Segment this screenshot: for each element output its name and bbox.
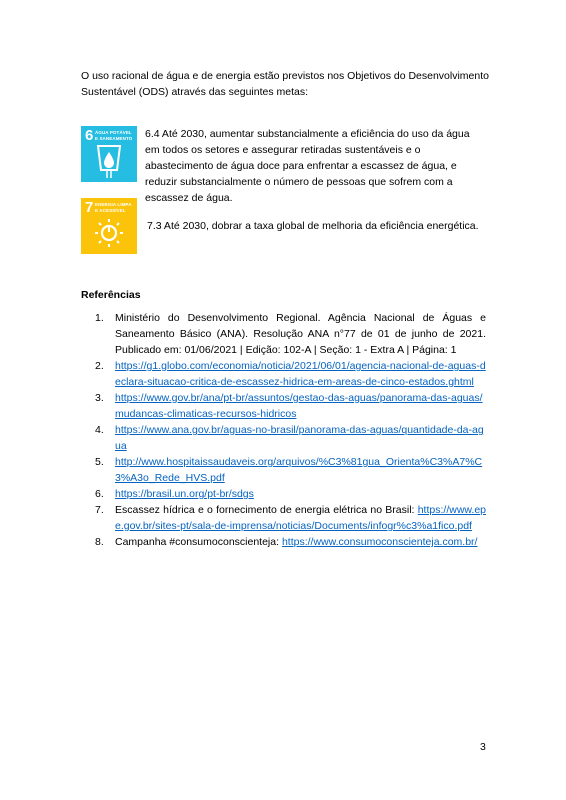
reference-link[interactable]: https://www.consumoconscienteja.com.br/ bbox=[281, 536, 478, 548]
list-item: 8. Campanha #consumoconscienteja: https://www.consumoconscienteja.com.br/ bbox=[95, 536, 478, 548]
page-number: 3 bbox=[480, 741, 486, 753]
list-item: 3. https://www.gov.br/ana/pt-br/assuntos/gestao-das-aguas/panorama-das-aguas/mudancas-climaticas-recursos-hidricos bbox=[95, 392, 483, 420]
list-item: 5. http://www.hospitaissaudaveis.org/arquivos/%C3%81gua_Orienta%C3%A7%C3%A3o_Rede_HVS.pdf bbox=[95, 456, 483, 484]
reference-link[interactable]: https://g1.globo.com/economia/noticia/2021/06/01/agencia-nacional-de-aguas-declara-situacao-critica-de-escassez-hidrica-em-areas-de-cinco-estados.ghtml bbox=[115, 360, 486, 388]
goal-6-target-text: 6.4 Até 2030, aumentar substancialmente a eficiência do uso da água em todos os setores e assegurar retiradas sustentáveis e o abastecimento de água doce para enfrentar a escassez de água, e reduzir substancialmente o número de pessoas que sofrem com a escassez de água. bbox=[145, 128, 470, 204]
reference-link[interactable]: https://www.ana.gov.br/aguas-no-brasil/panorama-das-aguas/quantidade-da-agua bbox=[115, 424, 484, 452]
sdg-6-label: ÁGUA POTÁVEL E SANEAMENTO bbox=[95, 130, 133, 141]
list-item: 7. Escassez hídrica e o fornecimento de energia elétrica no Brasil: https://www.epe.gov.br/sites-pt/sala-de-imprensa/noticias/Documents/infogr%c3%a1fico.pdf bbox=[95, 504, 486, 532]
reference-link[interactable]: https://www.gov.br/ana/pt-br/assuntos/gestao-das-aguas/panorama-das-aguas/mudancas-climaticas-recursos-hidricos bbox=[115, 392, 483, 420]
list-item: 4. https://www.ana.gov.br/aguas-no-brasil/panorama-das-aguas/quantidade-da-agua bbox=[95, 424, 484, 452]
references-heading: Referências bbox=[81, 289, 141, 301]
list-item: 1. Ministério do Desenvolvimento Regional. Agência Nacional de Águas e Saneamento Básico (ANA). Resolução ANA n°77 de 01 de junho de 2021. Publicado em: 01/06/2021 | Edição: 102-A | Seção: 1 - Extra A | Página: 1 bbox=[95, 312, 486, 356]
sun-power-icon bbox=[81, 198, 137, 254]
sdg-6-number: 6 bbox=[85, 127, 94, 144]
list-item: 2. https://g1.globo.com/economia/noticia/2021/06/01/agencia-nacional-de-aguas-declara-situacao-critica-de-escassez-hidrica-em-areas-de-cinco-estados.ghtml bbox=[95, 360, 486, 388]
sdg-7-label: ENERGIA LIMPA E ACESSÍVEL bbox=[95, 202, 132, 213]
reference-text: Campanha #consumoconscienteja: bbox=[115, 536, 280, 548]
reference-text: Ministério do Desenvolvimento Regional. Agência Nacional de Águas e Saneamento Básico (ANA). Resolução ANA n°77 de 01 de junho de 2021. Publicado em: 01/06/2021 | Edição: 102-A | Seção: 1 - Extra A | Página: 1 bbox=[115, 312, 486, 356]
reference-link[interactable]: http://www.hospitaissaudaveis.org/arquivos/%C3%81gua_Orienta%C3%A7%C3%A3o_Rede_HVS.pdf bbox=[115, 456, 483, 484]
list-item: 6. https://brasil.un.org/pt-br/sdgs bbox=[95, 488, 254, 500]
reference-link[interactable]: https://www.epe.gov.br/sites-pt/sala-de-imprensa/noticias/Documents/infogr%c3%a1fico.pdf bbox=[115, 504, 486, 532]
water-drop-icon bbox=[81, 126, 137, 182]
reference-text: Escassez hídrica e o fornecimento de energia elétrica no Brasil: bbox=[115, 504, 415, 516]
intro-paragraph: O uso racional de água e de energia estão previstos nos Objetivos do Desenvolvimento Sustentável (ODS) através das seguintes metas: bbox=[81, 70, 489, 98]
references-list bbox=[81, 310, 486, 550]
sdg-7-number: 7 bbox=[85, 199, 94, 216]
sdg-7-tile bbox=[81, 198, 137, 254]
sdg-6-tile bbox=[81, 126, 137, 182]
goal-7-target-text: 7.3 Até 2030, dobrar a taxa global de melhoria da eficiência energética. bbox=[147, 220, 479, 232]
reference-link[interactable]: https://brasil.un.org/pt-br/sdgs bbox=[115, 488, 254, 500]
